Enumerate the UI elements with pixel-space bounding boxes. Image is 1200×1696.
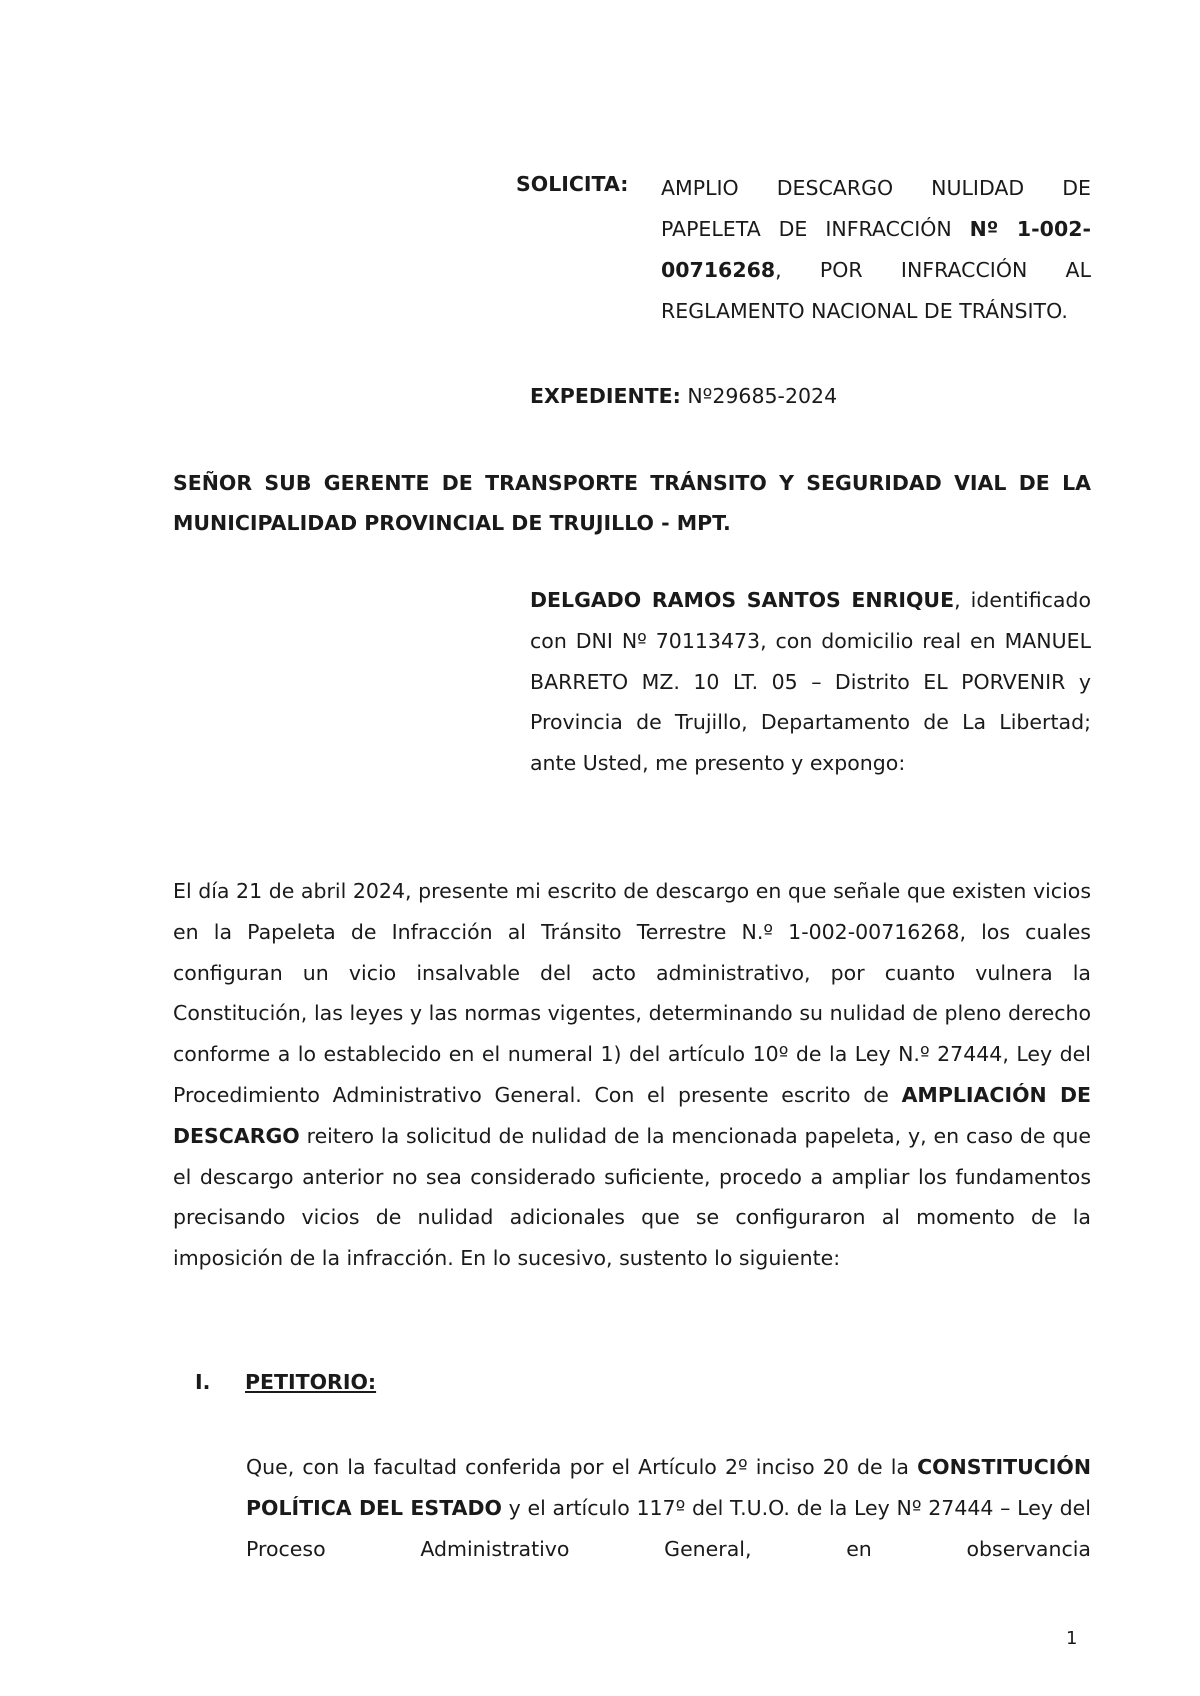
page-number: 1 [1066,1628,1078,1649]
expediente-value: Nº29685-2024 [680,384,838,408]
section-number: I. [195,1370,211,1394]
petitorio-text-part-1: Que, con la facultad conferida por el Artículo 2º inciso 20 de la [246,1455,918,1479]
solicita-label: SOLICITA: [516,172,629,196]
section-title: PETITORIO: [245,1370,377,1394]
intro-text: , identificado con DNI Nº 70113473, con domicilio real en MANUEL BARRETO MZ. 10 LT. 05 – Distrito EL PORVENIR y Provincia de Trujillo, Departamento de La Libertad; ante Usted, me presento y expongo: [530,588,1091,776]
applicant-name: DELGADO RAMOS SANTOS ENRIQUE [530,588,955,612]
expediente-line [530,384,837,408]
body-text-part-2: reitero la solicitud de nulidad de la mencionada papeleta, y, en caso de que el descargo anterior no sea considerado suficiente, procedo a ampliar los fundamentos precisando vicios de nulidad adicionales que se configuraron al momento de la imposición de la infracción. En lo sucesivo, sustento lo siguiente: [173,1123,1091,1271]
body-paragraph [173,871,1091,1279]
solicita-text-part-1: AMPLIO DESCARGO NULIDAD DE PAPELETA DE INFRACCIÓN [661,176,1091,241]
body-bold-phrase: AMPLIACIÓN DE DESCARGO [173,1082,1091,1148]
petitorio-paragraph [246,1447,1091,1569]
petitorio-text-part-2: y el artículo 117º del T.U.O. de la Ley Nº 27444 – Ley del Proceso Administrativo General, en observancia [246,1495,1091,1561]
petitorio-bold-phrase: CONSTITUCIÓN POLÍTICA DEL ESTADO [246,1455,1091,1520]
section-heading [195,1370,376,1394]
solicita-text-part-2: , POR INFRACCIÓN AL REGLAMENTO NACIONAL DE TRÁNSITO. [661,258,1091,323]
expediente-label: EXPEDIENTE: [530,384,681,408]
solicita-text [661,168,1091,332]
body-text-part-1: El día 21 de abril 2024, presente mi escrito de descargo en que señale que existen vicios en la Papeleta de Infracción al Tránsito Terrestre N.º 1-002-00716268, los cuales configuran un vicio insalvable del acto administrativo, por cuanto vulnera la Constitución, las leyes y las normas vigentes, determinando su nulidad de pleno derecho conforme a lo establecido en el numeral 1) del artículo 10º de la Ley N.º 27444, Ley del Procedimiento Administrativo General. Con el presente escrito de [173,879,1091,1107]
papeleta-number: Nº 1-002-00716268 [661,217,1091,282]
addressee-heading: SEÑOR SUB GERENTE DE TRANSPORTE TRÁNSITO Y SEGURIDAD VIAL DE LA MUNICIPALIDAD PROVINCIAL DE TRUJILLO - MPT. [173,471,1091,535]
intro-paragraph [530,580,1091,784]
